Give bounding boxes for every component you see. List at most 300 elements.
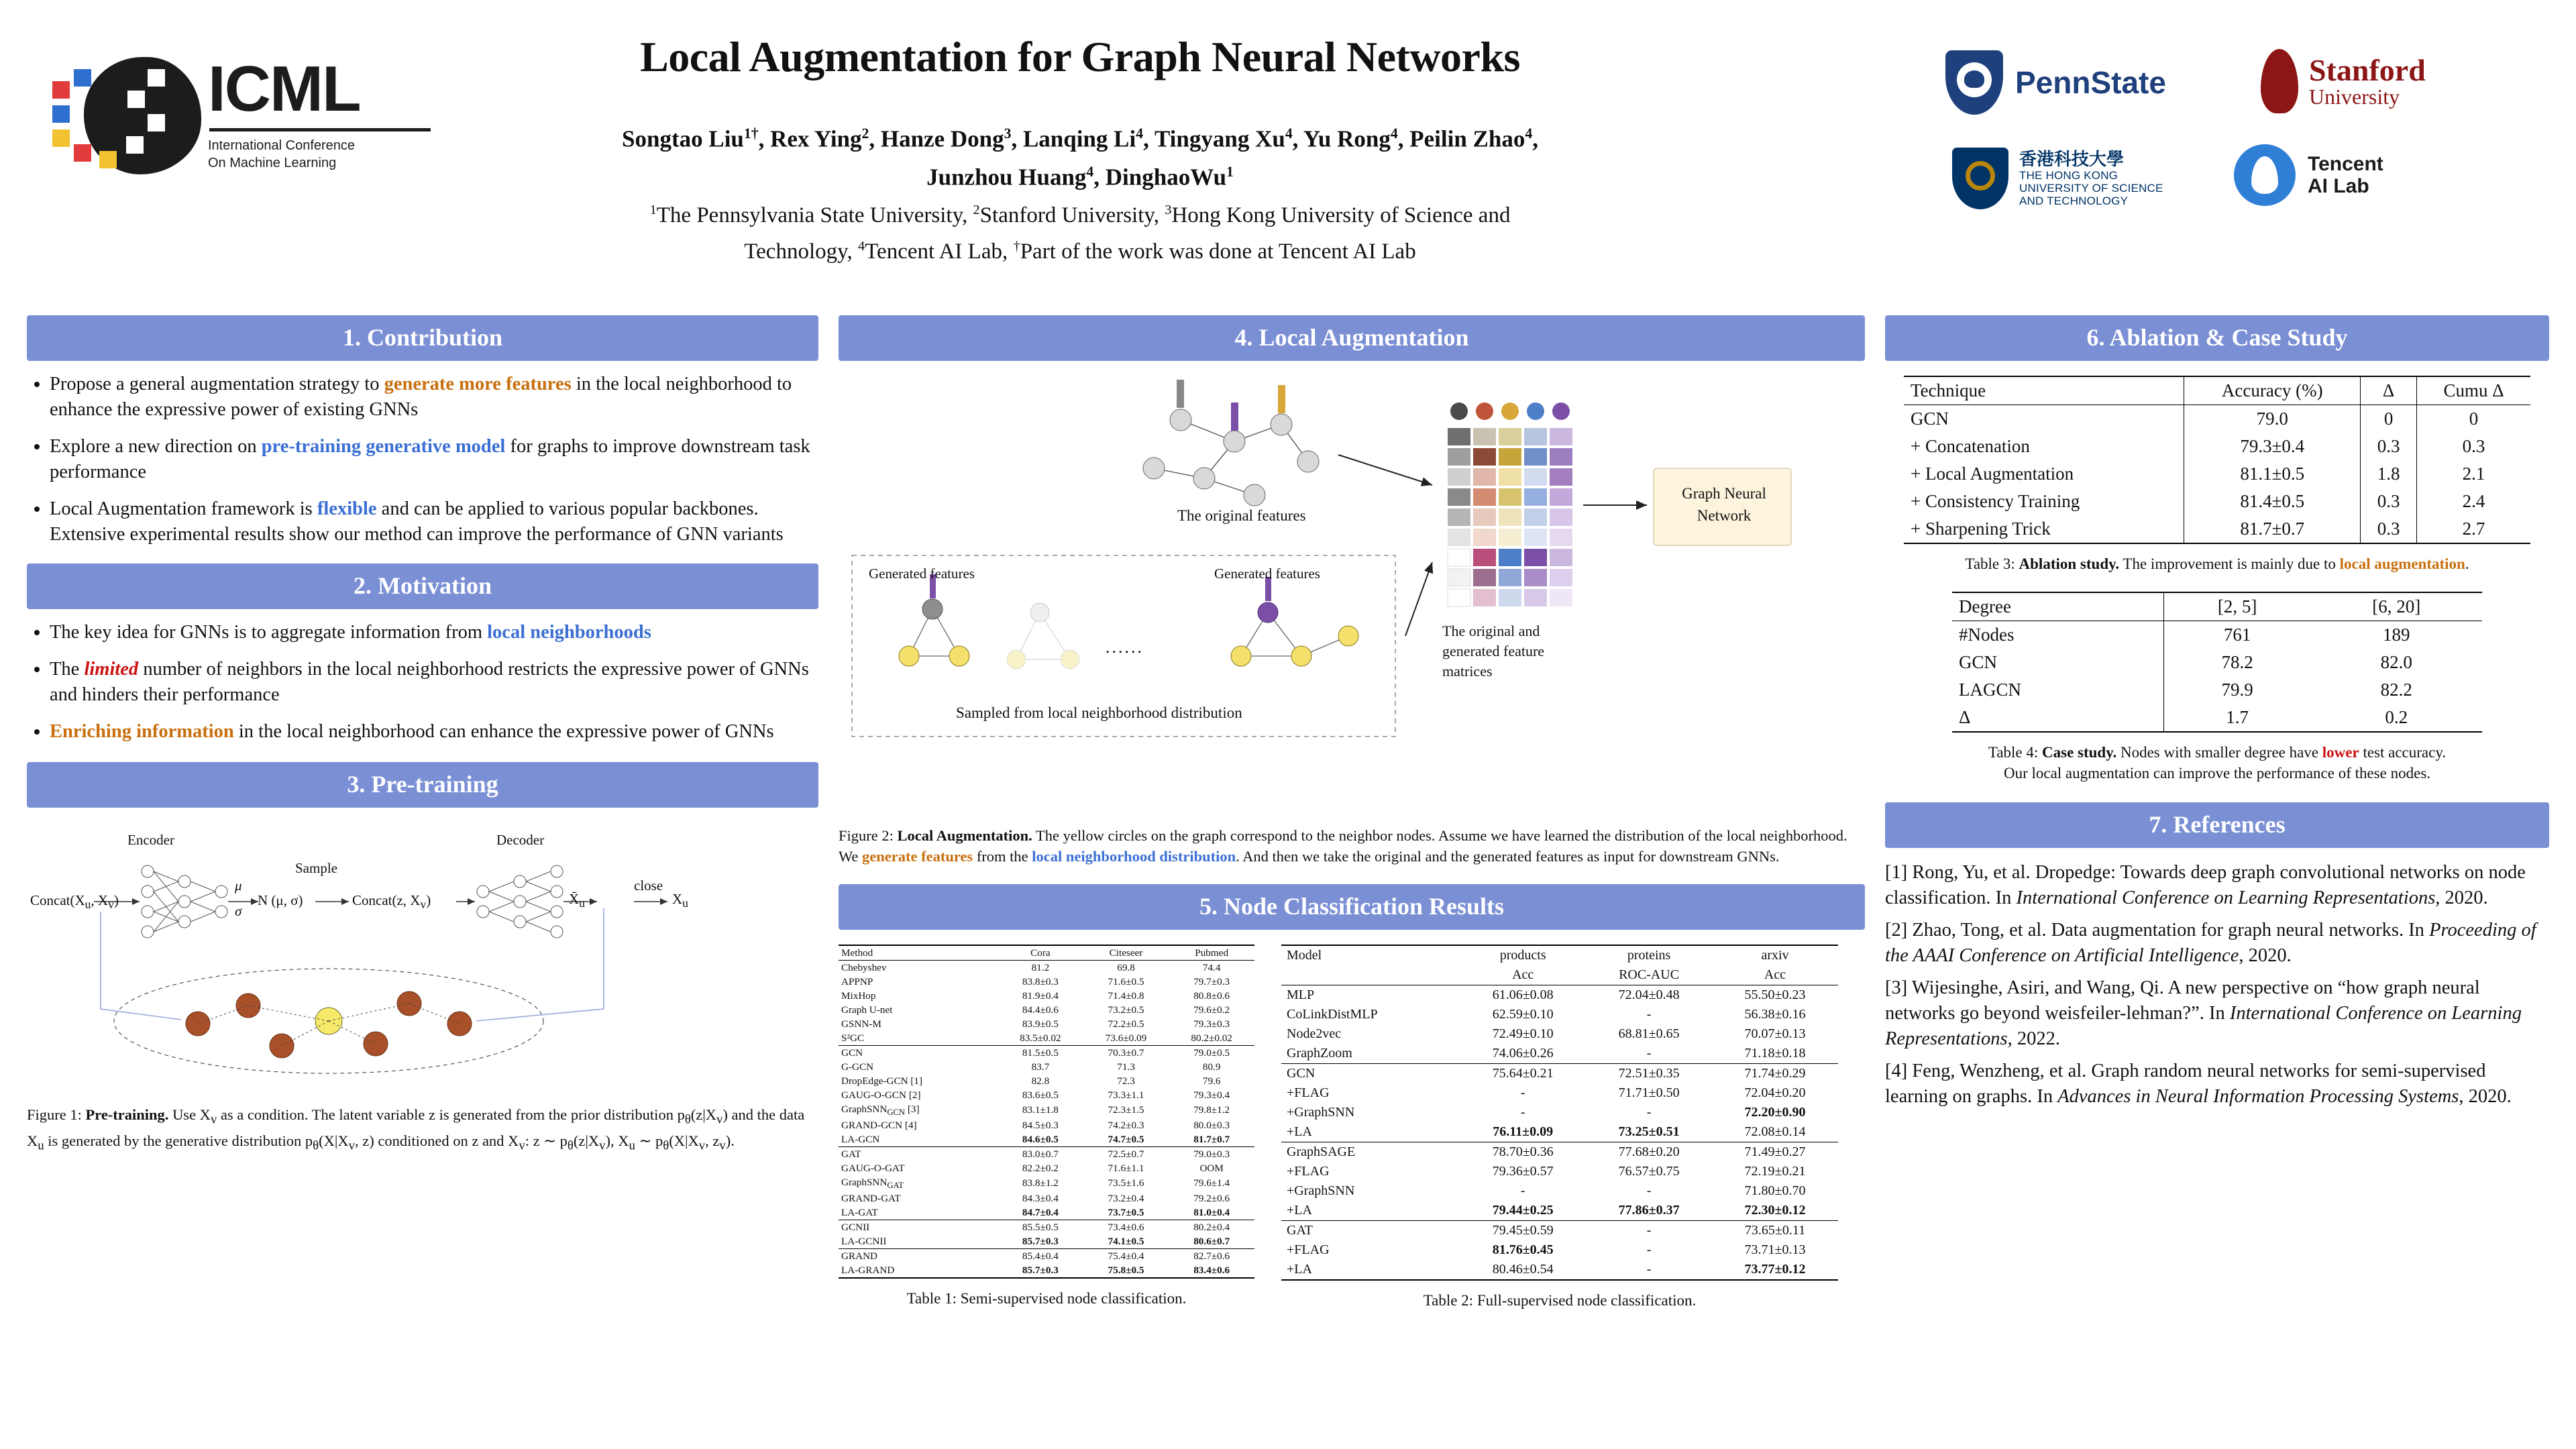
figure-1-pretraining: [27, 808, 818, 1096]
table-cell: 85.4±0.4: [1022, 1250, 1059, 1262]
table-cell: OOM: [1199, 1162, 1224, 1174]
table-header-cell: Cora: [1030, 947, 1051, 959]
results-tables-row: [839, 945, 1865, 1311]
table-full-supervised: [1281, 945, 1838, 1281]
figure-1-caption: Figure 1: Pre-training. Use $X_v$ as a condition. The latent variable z is generated from the prior distribution $p_\theta(z|X_v)$ and the data $X_u$ is generated by the generative distribution $p_\theta(X|X_v$, z) conditioned on z and $X_v$: z ∼ $p_\theta(z|X_v)$, $X_u$ ∼ $p_\theta(X|X_v$, $z_v$).: [27, 1106, 805, 1152]
table-cell: -: [1646, 1242, 1652, 1257]
page-title: Local Augmentation for Graph Neural Networks: [640, 33, 1520, 80]
table-cell: 83.8±1.2: [1022, 1177, 1059, 1189]
table-row: [1281, 985, 1838, 1006]
reference-item: [2] Zhao, Tong, et al. Data augmentation for graph neural networks. In Proceeding of the AAAI Conference on Artificial Intelligence, 2020.: [1885, 920, 2536, 966]
table-cell: 79.0±0.5: [1193, 1046, 1230, 1059]
section-banner-node-classification: 5. Node Classification Results: [839, 884, 1865, 930]
table-header-cell: Pubmed: [1195, 947, 1229, 959]
table-4-caption-line-2: Our local augmentation can improve the performance of these nodes.: [2003, 765, 2431, 782]
table-header-cell: arxiv: [1761, 948, 1789, 963]
table-cell: 56.38±0.16: [1744, 1007, 1806, 1022]
stanford-label-1: Stanford: [2309, 53, 2426, 87]
table-cell: APPNP: [841, 975, 873, 987]
reference-list: [1885, 860, 2549, 1110]
table-row: [839, 1191, 1254, 1205]
table-1-wrapper: [839, 945, 1254, 1311]
author-list: [470, 117, 1690, 193]
fig2-ellipsis: ......: [1106, 637, 1144, 657]
hkust-crest-icon: [1952, 148, 2008, 209]
table-cell: Node2vec: [1287, 1026, 1342, 1041]
section-banner-motivation: 2. Motivation: [27, 564, 818, 609]
table-cell: -: [1646, 1262, 1652, 1277]
table-cell: 74.1±0.5: [1108, 1235, 1144, 1247]
table-header-cell: proteins: [1627, 948, 1671, 963]
table-row: [839, 1031, 1254, 1046]
table-cell: 72.08±0.14: [1744, 1124, 1806, 1139]
affiliations: [470, 195, 1690, 267]
table-cell: -: [1520, 1105, 1525, 1120]
table-cell: 81.2: [1031, 961, 1050, 973]
table-row: [839, 1205, 1254, 1220]
table-cell: 79.6±1.4: [1193, 1177, 1230, 1189]
hkust-logo: [1952, 148, 2163, 209]
table-cell: GAUG-O-GCN [2]: [841, 1089, 921, 1101]
table-cell: 76.11±0.09: [1493, 1124, 1554, 1139]
tencent-label-2: AI Lab: [2308, 175, 2369, 197]
reference-item: [3] Wijesinghe, Asiri, and Wang, Qi. A new perspective on “how graph neural networks go beyond weisfeiler-lehman?”. In International Conference on Learning Representations, 2022.: [1885, 977, 2522, 1049]
table-cell: MLP: [1287, 987, 1315, 1002]
table-row: [1281, 1044, 1838, 1064]
table-cell: GAUG-O-GAT: [841, 1162, 905, 1174]
table-cell: 81.4±0.5: [2184, 488, 2361, 515]
table-cell: 76.57±0.75: [1618, 1164, 1680, 1179]
table-cell: +LA: [1287, 1124, 1312, 1139]
table-cell: 71.4±0.8: [1108, 989, 1144, 1002]
table-row: [839, 961, 1254, 975]
table-cell: 79.45±0.59: [1492, 1223, 1554, 1238]
table-cell: +FLAG: [1287, 1085, 1330, 1100]
table-cell: 0.3: [2361, 515, 2417, 543]
table-cell: 73.77±0.12: [1744, 1262, 1806, 1277]
fig1-concat-latent-label: Concat(z, $X_v$): [352, 892, 431, 912]
table-cell: 82.7±0.6: [1193, 1250, 1230, 1262]
table-cell: G-GCN: [841, 1061, 874, 1073]
table-cell: 80.6±0.7: [1193, 1235, 1230, 1247]
table-cell: 80.2±0.4: [1193, 1221, 1230, 1233]
table-cell: 80.8±0.6: [1193, 989, 1230, 1002]
table-cell: 2.4: [2417, 488, 2530, 515]
table-cell: GCN: [1287, 1066, 1316, 1081]
table-row: [839, 1074, 1254, 1088]
table-cell: Δ: [1959, 707, 1971, 727]
table-cell: 84.5±0.3: [1022, 1119, 1059, 1131]
table-cell: 72.04±0.48: [1618, 987, 1680, 1002]
figure-2-caption: Figure 2: Local Augmentation. The yellow circles on the graph correspond to the neighbor nodes. Assume we have learned the distribution of the local neighborhood. We generate features from the local neighborhood distribution. And then we take the original and the generated features as input for downstream GNNs.: [839, 827, 1847, 865]
table-row: [839, 1263, 1254, 1278]
table-cell: GraphZoom: [1287, 1046, 1352, 1061]
table-cell: 82.0: [2380, 652, 2412, 672]
table-cell: GRAND-GCN [4]: [841, 1119, 917, 1131]
table-cell: GCN: [841, 1046, 863, 1059]
table-cell: +GraphSNN: [1287, 1183, 1355, 1198]
table-cell: 73.5±1.6: [1108, 1177, 1144, 1189]
column-middle: [839, 315, 1865, 1311]
table-cell: 81.5±0.5: [1022, 1046, 1059, 1059]
table-cell: 74.06±0.26: [1492, 1046, 1554, 1061]
table-cell: 0.2: [2385, 707, 2408, 727]
table-cell: 72.49±0.10: [1492, 1026, 1554, 1041]
fig2-generated-left-label: Generated features: [869, 566, 975, 582]
table-cell: +FLAG: [1287, 1242, 1330, 1257]
table-case-study: [1952, 592, 2482, 733]
table-cell: 77.68±0.20: [1618, 1144, 1680, 1159]
table-header-cell: [2, 5]: [2163, 592, 2310, 621]
table-cell: 84.6±0.5: [1022, 1133, 1059, 1145]
table-header-cell: Δ: [2361, 376, 2417, 405]
table-header-cell: Model: [1287, 948, 1322, 963]
table-header-cell: [6, 20]: [2372, 596, 2421, 616]
table-cell: 73.7±0.5: [1108, 1206, 1144, 1218]
table-row: [1952, 704, 2482, 732]
table-cell: LA-GCNII: [841, 1235, 887, 1247]
table-row: [839, 1046, 1254, 1061]
table-row: [1904, 515, 2530, 543]
list-item: • The key idea for GNNs is to aggregate information from local neighborhoods: [50, 620, 818, 645]
poster-header: [0, 0, 2576, 302]
fig2-gnn-box-label-2: Network: [1697, 507, 1752, 524]
table-cell: 2.1: [2417, 460, 2530, 488]
table-cell: 72.19±0.21: [1744, 1164, 1806, 1179]
contribution-bullets: [27, 372, 818, 547]
table-cell: 0: [2361, 405, 2417, 433]
reference-item: [1] Rong, Yu, et al. Dropedge: Towards deep graph convolutional networks on node classification. In International Conference on Learning Representations, 2020.: [1885, 862, 2526, 908]
pennstate-shield-icon: [1945, 50, 2003, 115]
table-cell: 2.7: [2417, 515, 2530, 543]
table-header-cell: Citeseer: [1109, 947, 1143, 959]
table-cell: 73.2±0.5: [1108, 1004, 1144, 1016]
tencent-mark-icon: [2234, 144, 2296, 206]
table-row: [1281, 1103, 1838, 1122]
table-row: [1904, 488, 2530, 515]
table-row: [1281, 1122, 1838, 1142]
table-header-cell: Technique: [1911, 380, 1986, 400]
table-row: [839, 1102, 1254, 1118]
table-cell: 1.8: [2361, 460, 2417, 488]
fig1-normal-label: N (μ, σ): [258, 892, 303, 908]
table-header-cell: ROC-AUC: [1619, 967, 1680, 982]
table-cell: 75.4±0.4: [1108, 1250, 1144, 1262]
table-cell: 83.8±0.3: [1022, 975, 1059, 987]
table-row: [839, 1003, 1254, 1017]
table-row: [1281, 1064, 1838, 1084]
icml-divider: [209, 128, 431, 131]
table-cell: 79.3±0.4: [2184, 433, 2361, 460]
fig2-matrices-label-1: The original and: [1442, 623, 1540, 639]
reference-item: [4] Feng, Wenzheng, et al. Graph random neural networks for semi-supervised learning on graphs. In Advances in Neural Information Processing Systems, 2020.: [1885, 1061, 2512, 1107]
table-cell: GCN: [1959, 652, 1998, 672]
table-4-wrapper: [1885, 592, 2549, 733]
table-cell: 79.2±0.6: [1193, 1192, 1230, 1204]
table-row: [839, 1118, 1254, 1132]
institution-logos: [1945, 30, 2549, 285]
table-cell: 189: [2383, 625, 2410, 645]
table-cell: MixHop: [841, 989, 876, 1002]
table-cell: +GraphSNN: [1287, 1105, 1355, 1120]
table-row: [839, 1175, 1254, 1191]
table-cell: + Local Augmentation: [1911, 464, 2074, 484]
table-cell: GRAND-GAT: [841, 1192, 901, 1204]
table-cell: 79.3±0.4: [1193, 1089, 1230, 1101]
table-cell: 79.6±0.2: [1193, 1004, 1230, 1016]
table-cell: GCNII: [841, 1221, 870, 1233]
table-row: [1904, 433, 2530, 460]
table-header-cell: Cumu Δ: [2417, 376, 2530, 405]
table-cell: 69.8: [1117, 961, 1135, 973]
fig1-close-label: close: [634, 877, 663, 894]
table-cell: 72.51±0.35: [1618, 1066, 1680, 1081]
table-cell: 72.2±0.5: [1108, 1018, 1144, 1030]
table-cell: -: [1646, 1223, 1652, 1238]
hkust-label-cn: 香港科技大學: [2019, 148, 2125, 169]
table-row: [1281, 1005, 1838, 1024]
table-cell: 72.04±0.20: [1744, 1085, 1806, 1100]
table-cell: 85.5±0.5: [1022, 1221, 1059, 1233]
table-cell: 79.8±1.2: [1193, 1104, 1230, 1116]
table-cell: 85.7±0.3: [1022, 1264, 1059, 1276]
table-row: [1281, 1162, 1838, 1181]
list-item: • Local Augmentation framework is flexible and can be applied to various popular backbones. Extensive experimental results show our method can improve the performance of GNN variants: [50, 496, 818, 547]
table-header-cell: products: [1499, 948, 1546, 963]
table-cell: 82.8: [1031, 1075, 1050, 1087]
table-cell: 72.3: [1117, 1075, 1135, 1087]
table-cell: GAT: [1287, 1223, 1313, 1238]
section-banner-references: 7. References: [1885, 802, 2549, 848]
list-item: • Enriching information in the local neighborhood can enhance the expressive power of GNNs: [50, 719, 818, 745]
table-4-caption: [1885, 742, 2549, 784]
table-cell: 761: [2163, 621, 2310, 649]
table-cell: 0.3: [2361, 488, 2417, 515]
table-cell: 85.7±0.3: [1022, 1235, 1059, 1247]
table-cell: 79.36±0.57: [1492, 1164, 1554, 1179]
author-line-2: Junzhou Huang$^4$, DinghaoWu$^1$: [926, 163, 1234, 191]
table-cell: 73.65±0.11: [1744, 1223, 1806, 1238]
table-cell: 71.3: [1117, 1061, 1135, 1073]
table-cell: 71.18±0.18: [1744, 1046, 1806, 1061]
table-cell: 83.1±1.8: [1022, 1104, 1059, 1116]
table-cell: 83.4±0.6: [1193, 1264, 1230, 1276]
table-2-caption: Table 2: Full-supervised node classification.: [1423, 1292, 1697, 1309]
table-row: [1281, 1201, 1838, 1221]
motivation-bullets: [27, 620, 818, 745]
table-cell: 79.6: [1202, 1075, 1221, 1087]
table-cell: LAGCN: [1959, 680, 2021, 700]
table-row: [839, 975, 1254, 989]
fig2-gnn-box-label-1: Graph Neural: [1682, 485, 1766, 502]
fig1-xbar-label: $X̄_u$: [569, 891, 585, 910]
table-cell: GRAND: [841, 1250, 878, 1262]
section-banner-local-augmentation: 4. Local Augmentation: [839, 315, 1865, 361]
table-row: [839, 1088, 1254, 1102]
table-cell: GSNN-M: [841, 1018, 881, 1030]
table-cell: 81.7±0.7: [1193, 1133, 1230, 1145]
table-row: [1952, 621, 2482, 649]
table-cell: 72.5±0.7: [1108, 1148, 1144, 1160]
table-header-cell: Acc: [1764, 967, 1786, 982]
table-row: [1904, 460, 2530, 488]
fig1-sample-label: Sample: [295, 860, 337, 876]
table-cell: CoLinkDistMLP: [1287, 1007, 1378, 1022]
hkust-label-en-3: AND TECHNOLOGY: [2019, 195, 2129, 208]
table-cell: 74.7±0.5: [1108, 1133, 1144, 1145]
table-cell: 73.6±0.09: [1105, 1032, 1147, 1044]
table-cell: 72.30±0.12: [1744, 1203, 1806, 1218]
table-row: [839, 1220, 1254, 1235]
table-row: [1281, 1024, 1838, 1044]
fig1-concat-input-label: $Concat(X_u$, $X_v$): [30, 892, 119, 912]
table-cell: #Nodes: [1959, 625, 2015, 645]
fig1-decoder-label: Decoder: [496, 832, 545, 848]
table-cell: 68.81±0.65: [1618, 1026, 1680, 1041]
table-cell: 84.4±0.6: [1022, 1004, 1059, 1016]
table-cell: 83.6±0.5: [1022, 1089, 1059, 1101]
table-cell: 0.3: [2361, 433, 2417, 460]
table-cell: Graph U-net: [841, 1004, 893, 1016]
section-banner-contribution: 1. Contribution: [27, 315, 818, 361]
table-cell: 81.1±0.5: [2184, 460, 2361, 488]
table-row: [839, 1017, 1254, 1031]
table-3-caption: Table 3: Ablation study. The improvement is mainly due to local augmentation.: [1965, 555, 2469, 572]
table-cell: GraphSAGE: [1287, 1144, 1356, 1159]
table-4-caption-line-1: Table 4: Case study. Nodes with smaller degree have lower test accuracy.: [1988, 744, 2447, 761]
table-row: [1281, 1260, 1838, 1280]
table-cell: 79.44±0.25: [1492, 1203, 1554, 1218]
section-banner-ablation: 6. Ablation & Case Study: [1885, 315, 2549, 361]
table-cell: 79.0: [2184, 405, 2361, 433]
fig2-original-features-label: The original features: [1177, 507, 1306, 524]
table-cell: 84.7±0.4: [1022, 1206, 1059, 1218]
tencent-logo: [2234, 144, 2383, 206]
table-cell: 79.9: [2163, 676, 2310, 704]
stanford-logo: [2261, 49, 2426, 113]
table-cell: -: [1520, 1085, 1525, 1100]
hkust-label-en-1: THE HONG KONG: [2019, 169, 2118, 182]
fig2-sampled-label: Sampled from local neighborhood distribution: [956, 704, 1242, 721]
table-row: [1281, 1181, 1838, 1201]
table-cell: -: [1646, 1046, 1652, 1061]
affiliation-line-2: Technology, $^4$Tencent AI Lab, †Part of the work was done at Tencent AI Lab: [744, 239, 1416, 264]
table-cell: 81.76±0.45: [1492, 1242, 1554, 1257]
table-cell: 70.3±0.7: [1108, 1046, 1144, 1059]
table-cell: 70.07±0.13: [1744, 1026, 1806, 1041]
table-cell: 81.7±0.7: [2184, 515, 2361, 543]
table-2-wrapper: [1281, 945, 1838, 1311]
table-cell: 74.2±0.3: [1108, 1119, 1144, 1131]
table-header-cell: Method: [841, 947, 873, 959]
icml-subtitle-line1: International Conference: [208, 138, 356, 153]
table-cell: 75.64±0.21: [1492, 1066, 1554, 1081]
table-cell: 61.06±0.08: [1492, 987, 1554, 1002]
table-cell: 81.9±0.4: [1022, 989, 1059, 1002]
table-row: [839, 1234, 1254, 1249]
table-cell: DropEdge-GCN [1]: [841, 1075, 923, 1087]
table-cell: 62.59±0.10: [1492, 1007, 1554, 1022]
table-cell: 1.7: [2163, 704, 2310, 732]
table-cell: 81.0±0.4: [1193, 1206, 1230, 1218]
table-cell: 80.2±0.02: [1191, 1032, 1232, 1044]
table-cell: 71.80±0.70: [1744, 1183, 1806, 1198]
table-cell: 80.0±0.3: [1193, 1119, 1230, 1131]
table-row: [1281, 1142, 1838, 1163]
table-cell: 80.46±0.54: [1492, 1262, 1554, 1277]
table-cell: 71.49±0.27: [1744, 1144, 1806, 1159]
fig2-matrices-label-3: matrices: [1442, 663, 1493, 680]
figure-2-local-augmentation: [839, 361, 1865, 824]
stanford-label-2: University: [2309, 85, 2400, 109]
fig1-sigma-label: σ: [235, 903, 242, 919]
table-cell: 75.8±0.5: [1108, 1264, 1144, 1276]
table-cell: GCN: [1911, 409, 1949, 429]
fig1-encoder-label: Encoder: [127, 832, 174, 848]
table-cell: 82.2: [2380, 680, 2412, 700]
table-cell: Chebyshev: [841, 961, 887, 973]
list-item: • The limited number of neighbors in the local neighborhood restricts the expressive power of GNNs and hinders their performance: [50, 657, 818, 708]
fig2-matrices-label-2: generated feature: [1442, 643, 1545, 659]
table-1-caption: Table 1: Semi-supervised node classification.: [906, 1290, 1187, 1307]
table-header-cell: Accuracy (%): [2184, 376, 2361, 405]
table-cell: -: [1646, 1183, 1652, 1198]
table-cell: 74.4: [1202, 961, 1221, 973]
table-cell: S²GC: [841, 1032, 865, 1044]
fig1-mu-label: μ: [235, 877, 242, 894]
table-cell: 77.86±0.37: [1618, 1203, 1680, 1218]
table-cell: 78.70±0.36: [1492, 1144, 1554, 1159]
table-cell: 83.5±0.02: [1020, 1032, 1061, 1044]
table-row: [839, 989, 1254, 1003]
table-cell: 73.4±0.6: [1108, 1221, 1144, 1233]
list-item: • Propose a general augmentation strategy to generate more features in the local neighborhood to enhance the expressive power of existing GNNs: [50, 372, 818, 423]
icml-logo: [47, 37, 443, 205]
stanford-tree-icon: [2261, 49, 2298, 113]
table-row: [1904, 405, 2530, 433]
table-row: [1952, 649, 2482, 676]
table-row: [839, 1132, 1254, 1147]
table-cell: +FLAG: [1287, 1164, 1330, 1179]
affiliation-line-1: $^1$The Pennsylvania State University, $^2$Stanford University, $^3$Hong Kong University of Science and: [649, 203, 1511, 227]
column-right: [1885, 315, 2549, 1116]
table-row: [839, 1161, 1254, 1175]
table-row: [1281, 1221, 1838, 1241]
table-row: [1952, 676, 2482, 704]
column-left: [27, 315, 818, 1156]
table-cell: -: [1646, 1105, 1652, 1120]
table-cell: 55.50±0.23: [1744, 987, 1806, 1002]
table-cell: 83.0±0.7: [1022, 1148, 1059, 1160]
table-cell: 78.2: [2163, 649, 2310, 676]
table-cell: GraphSNN$_{GCN}$ [3]: [841, 1103, 920, 1117]
table-cell: 71.6±0.5: [1108, 975, 1144, 987]
table-cell: + Concatenation: [1911, 436, 2030, 456]
table-cell: LA-GAT: [841, 1206, 878, 1218]
table-cell: 71.74±0.29: [1744, 1066, 1806, 1081]
table-cell: 83.7: [1031, 1061, 1050, 1073]
table-cell: 73.2±0.4: [1108, 1192, 1144, 1204]
table-cell: 71.71±0.50: [1618, 1085, 1680, 1100]
table-cell: 80.9: [1202, 1061, 1221, 1073]
table-cell: GraphSNN$_{GAT}$: [841, 1176, 904, 1190]
table-ablation: [1904, 376, 2530, 544]
table-header-cell: [1281, 965, 1460, 985]
table-cell: +LA: [1287, 1262, 1312, 1277]
section-banner-pretraining: 3. Pre-training: [27, 762, 818, 808]
table-header-cell: Degree: [1959, 596, 2011, 616]
table-cell: +LA: [1287, 1203, 1312, 1218]
